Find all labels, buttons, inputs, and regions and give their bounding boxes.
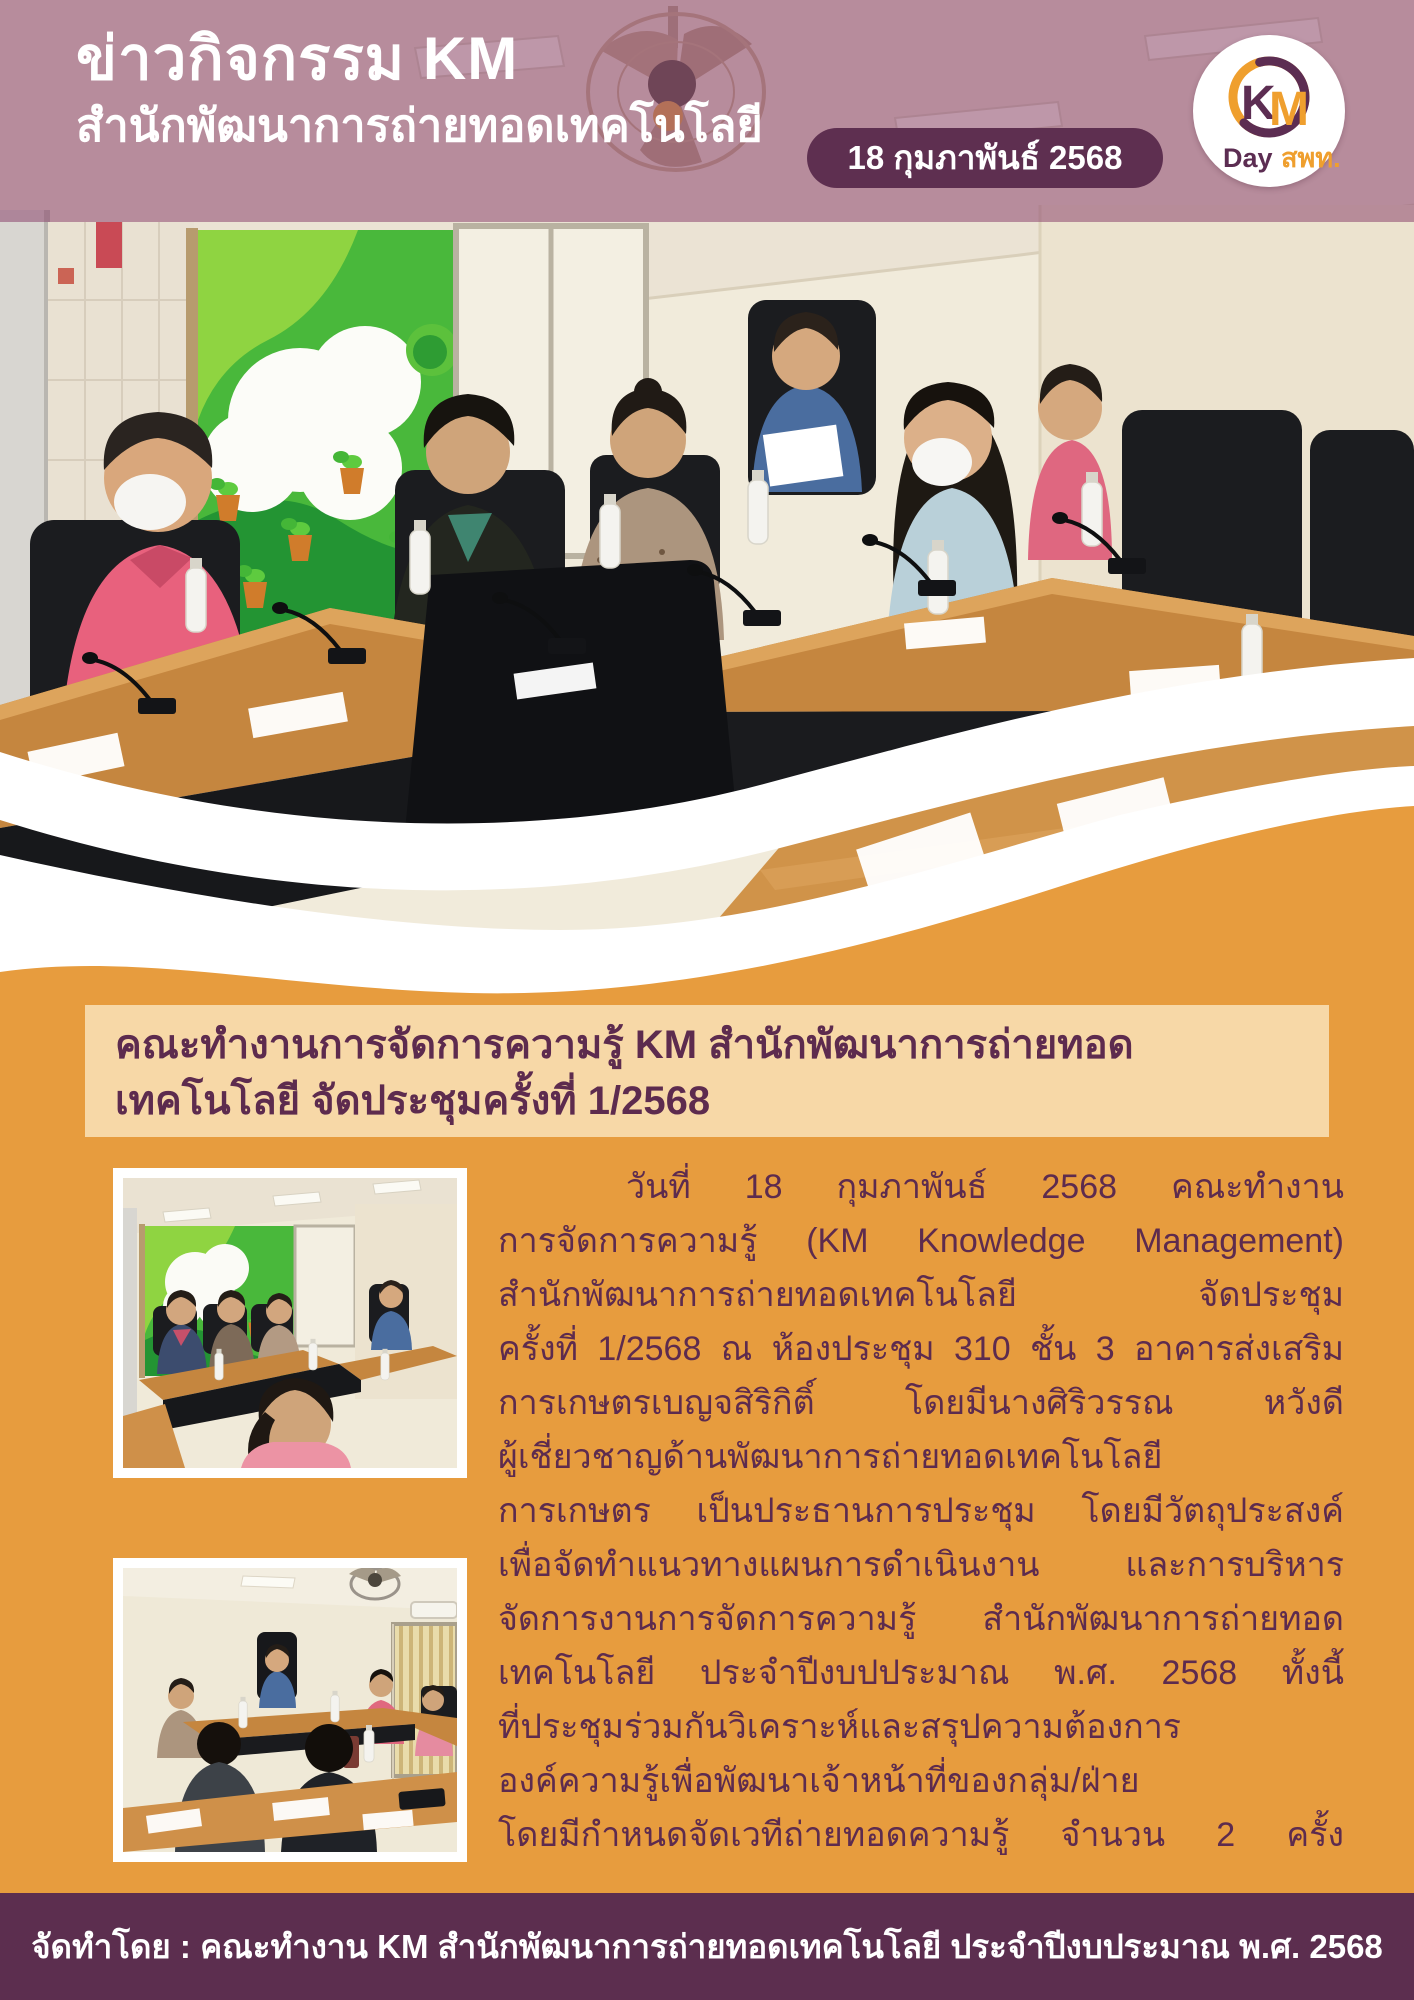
body-line: การเกษตร เป็นประธานการประชุม โดยมีวัตถุประสงค์	[498, 1492, 1344, 1530]
body-line: สำนักพัฒนาการถ่ายทอดเทคโนโลยี จัดประชุม	[498, 1276, 1344, 1314]
meeting-photo-2	[123, 1568, 457, 1852]
page-title: ข่าวกิจกรรม KM	[76, 25, 519, 92]
body-line: จัดการงานการจัดการความรู้ สำนักพัฒนาการถ่ายทอด	[498, 1600, 1344, 1638]
km-day-logo-icon	[1193, 35, 1345, 187]
meeting-photo-1	[123, 1178, 457, 1468]
body-line: ผู้เชี่ยวชาญด้านพัฒนาการถ่ายทอดเทคโนโลยี	[498, 1438, 1163, 1476]
date-badge: 18 กุมภาพันธ์ 2568	[807, 128, 1163, 188]
km-day-logo	[1193, 35, 1345, 187]
logo-letter-m: M	[1269, 83, 1309, 136]
header	[76, 24, 763, 154]
body-line: เทคโนโลยี ประจำปีงบปประมาณ พ.ศ. 2568 ทั้งนี้	[498, 1654, 1344, 1692]
article-heading-box	[85, 1005, 1329, 1137]
logo-org-text: สพท.	[1281, 143, 1341, 173]
article-body	[498, 1160, 1344, 1862]
body-line: การเกษตรเบญจสิริกิติ์ โดยมีนางศิริวรรณ หวังดี	[498, 1384, 1344, 1422]
logo-letter-k: K	[1241, 77, 1276, 130]
body-line: เพื่อจัดทำแนวทางแผนการดำเนินงาน และการบริหาร	[498, 1546, 1344, 1584]
wave-divider	[0, 600, 1414, 1010]
body-line: การจัดการความรู้ (KM Knowledge Management)	[498, 1222, 1344, 1260]
body-line: องค์ความรู้เพื่อพัฒนาเจ้าหน้าที่ของกลุ่ม/ฝ่าย	[498, 1762, 1140, 1800]
article-photo-1	[113, 1168, 467, 1478]
article-heading: คณะทำงานการจัดการความรู้ KM สำนักพัฒนาการถ่ายทอดเทคโนโลยี จัดประชุมครั้งที่ 1/2568	[115, 1023, 1134, 1123]
article-photo-2	[113, 1558, 467, 1862]
logo-day-text: Day	[1223, 143, 1273, 173]
page-subtitle: สำนักพัฒนาการถ่ายทอดเทคโนโลยี	[76, 100, 763, 151]
footer-credit: จัดทำโดย : คณะทำงาน KM สำนักพัฒนาการถ่ายทอดเทคโนโลยี ประจำปีงบประมาณ พ.ศ. 2568	[0, 1893, 1414, 2000]
body-line: โดยมีกำหนดจัดเวทีถ่ายทอดความรู้ จำนวน 2 ครั้ง	[498, 1816, 1344, 1854]
body-line: ครั้งที่ 1/2568 ณ ห้องประชุม 310 ชั้น 3 อาคารส่งเสริม	[498, 1330, 1344, 1368]
body-line: วันที่ 18 กุมภาพันธ์ 2568 คณะทำงาน	[626, 1168, 1344, 1206]
body-line: ที่ประชุมร่วมกันวิเคราะห์และสรุปความต้องการ	[498, 1708, 1182, 1746]
